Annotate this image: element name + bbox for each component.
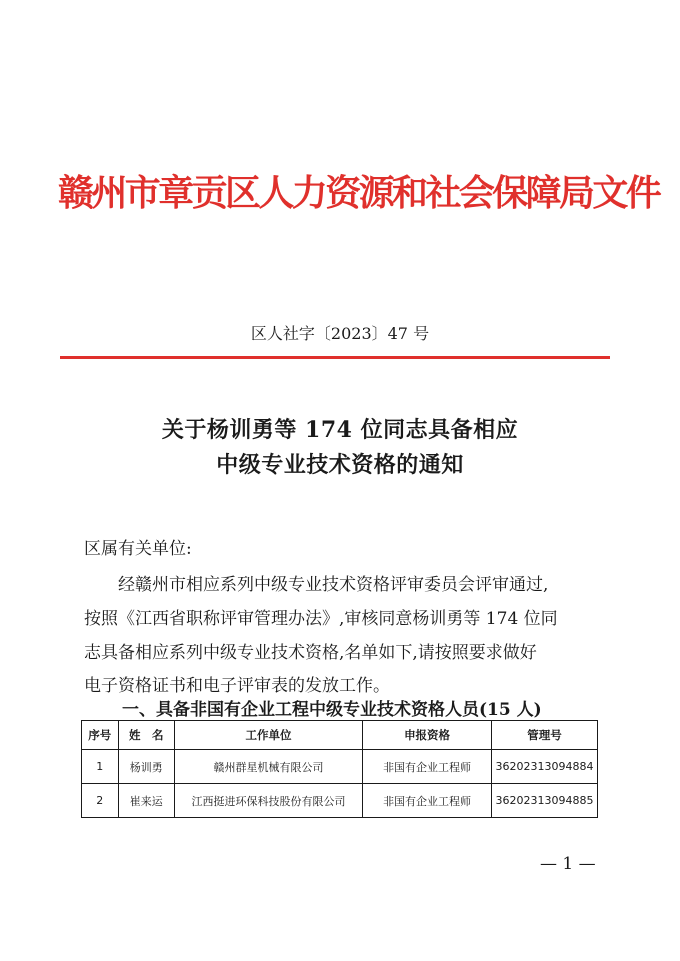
column-header-employer: 工作单位 — [175, 721, 363, 750]
cell-qualification: 非国有企业工程师 — [363, 750, 492, 784]
salutation: 区属有关单位: — [84, 539, 192, 559]
document-number: 区人社字〔2023〕47 号 — [250, 324, 430, 343]
section-heading: 一、具备非国有企业工程中级专业技术资格人员(15 人) — [122, 700, 542, 720]
column-header-qualification: 申报资格 — [363, 721, 492, 750]
document-header-title: 赣州市章贡区人力资源和社会保障局文件 — [58, 172, 660, 214]
red-separator-line — [60, 356, 610, 359]
cell-name: 崔来运 — [118, 784, 174, 818]
table-row — [82, 784, 598, 818]
cell-name: 杨训勇 — [118, 750, 174, 784]
personnel-table — [81, 720, 598, 818]
cell-management-no: 36202313094885 — [492, 784, 598, 818]
column-header-index: 序号 — [82, 721, 119, 750]
table-row — [82, 750, 598, 784]
cell-index: 1 — [82, 750, 119, 784]
notice-title-line-1: 关于杨训勇等 174 位同志具备相应 — [161, 417, 519, 443]
cell-management-no: 36202313094884 — [492, 750, 598, 784]
page-number: — 1 — — [540, 854, 596, 874]
cell-index: 2 — [82, 784, 119, 818]
notice-title-line-2: 中级专业技术资格的通知 — [216, 452, 464, 478]
paragraph-line-2: 按照《江西省职称评审管理办法》,审核同意杨训勇等 174 位同 — [84, 609, 558, 629]
paragraph-line-4: 电子资格证书和电子评审表的发放工作。 — [84, 676, 390, 696]
cell-employer: 赣州群星机械有限公司 — [175, 750, 363, 784]
table-header-row — [82, 721, 598, 750]
column-header-name: 姓 名 — [118, 721, 174, 750]
cell-employer: 江西挺进环保科技股份有限公司 — [175, 784, 363, 818]
column-header-management-no: 管理号 — [492, 721, 598, 750]
paragraph-line-3: 志具备相应系列中级专业技术资格,名单如下,请按照要求做好 — [84, 643, 537, 663]
cell-qualification: 非国有企业工程师 — [363, 784, 492, 818]
paragraph-line-1: 经赣州市相应系列中级专业技术资格评审委员会评审通过, — [118, 575, 549, 595]
